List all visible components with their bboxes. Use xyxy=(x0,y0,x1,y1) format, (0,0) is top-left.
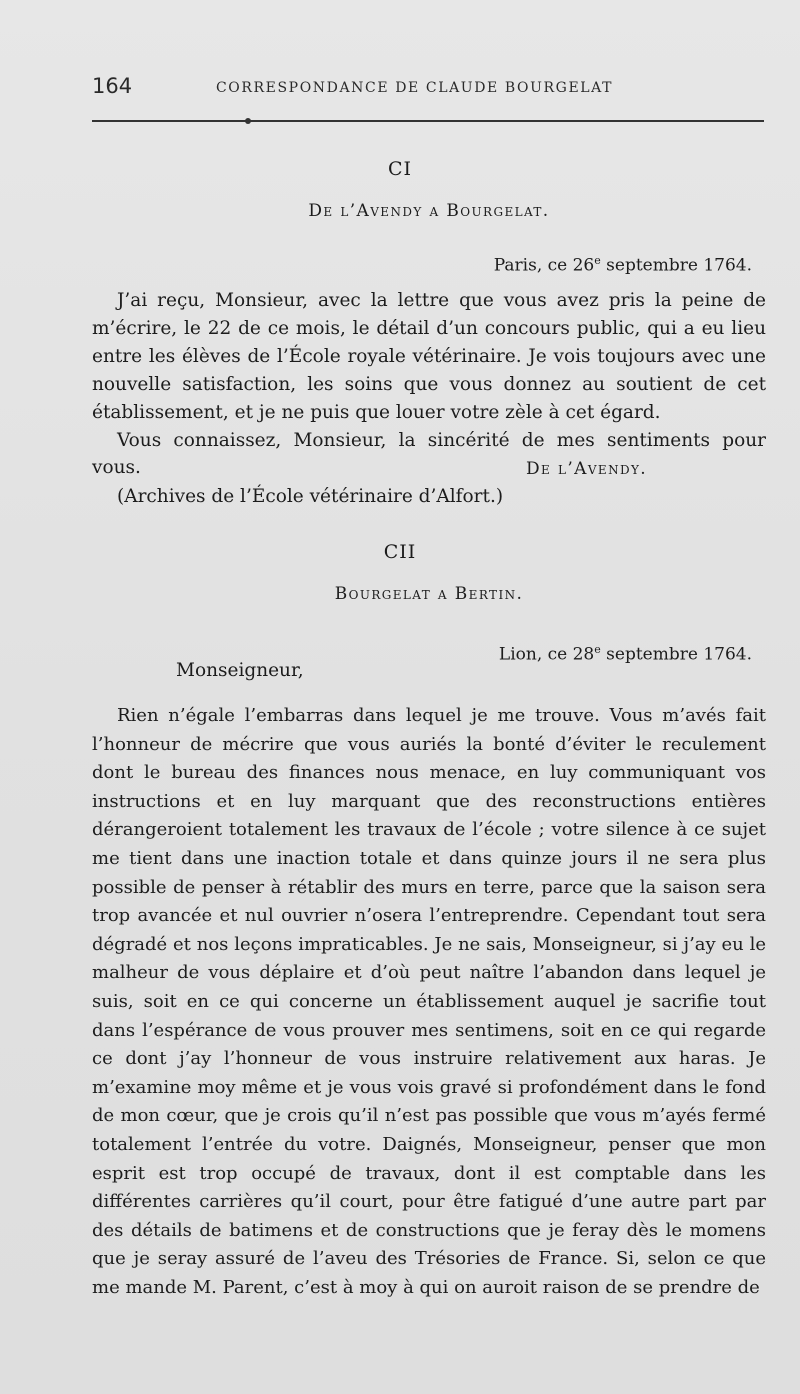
running-title: CORRESPONDANCE DE CLAUDE BOURGELAT xyxy=(216,80,614,96)
dateline-superscript: e xyxy=(594,254,601,267)
letter-cii-body xyxy=(92,702,766,1302)
letter-ci-address: De l’Avendy a Bourgelat. xyxy=(308,201,550,221)
letter-ci-paragraph: Vous connaissez, Monsieur, la sincérité de mes sentiments pour vous. xyxy=(92,429,766,479)
letter-cii-number: CII xyxy=(383,541,417,563)
dateline-superscript: e xyxy=(594,643,601,656)
page-number: 164 xyxy=(92,74,133,98)
letter-ci-source: (Archives de l’École vétérinaire d’Alfort.) xyxy=(117,486,504,507)
dateline-text-rest: septembre 1764. xyxy=(600,255,752,276)
letter-ci-dateline xyxy=(494,254,752,276)
letter-cii-dateline xyxy=(499,643,752,665)
letter-cii-salutation: Monseigneur, xyxy=(176,660,304,681)
header-rule xyxy=(92,120,764,122)
letter-cii-address: Bourgelat a Bertin. xyxy=(334,584,524,604)
letter-ci-number: CI xyxy=(387,158,413,180)
letter-ci-body xyxy=(92,287,766,482)
letter-ci-paragraph: J’ai reçu, Monsieur, avec la lettre que vous avez pris la peine de m’écrire, le 22 de ce mois, le détail d’un concours public, qui a eu lieu entre les élèves de l’École royale vétérinaire. Je vois toujours avec une nouvelle satisfaction, les soins que vous donnez au soutient de cet établissement, et je ne puis que louer votre zèle à cet égard. xyxy=(92,290,766,423)
letter-cii-paragraph: Rien n’égale l’embarras dans lequel je me trouve. Vous m’avés fait l’honneur de mécrire que vous auriés la bonté d’éviter le reculement dont le bureau des finances nous menace, en luy communiquant vos instructions et en luy marquant que des reconstructions entières dérangeroient totalement les travaux de l’école ; votre silence à ce sujet me tient dans une inaction totale et dans quinze jours il ne sera plus possible de penser à rétablir des murs en terre, parce que la saison sera trop avancée et nul ouvrier n’osera l’entreprendre. Cependant tout sera dégradé et nos leçons impraticables. Je ne sais, Monseigneur, si j’ay eu le malheur de vous déplaire et d’où peut naître l’abandon dans lequel je suis, soit en ce qui concerne un établissement auquel je sacrifie tout dans l’espérance de vous prouver mes sentimens, soit en ce qui regarde ce dont j’ay l’honneur de vous instruire relativement aux haras. Je m’examine moy même et je vous vois gravé si profondément dans le fond de mon cœur, que je crois qu’il n’est pas possible que vous m’ayés fermé totalement l’entrée du votre. Daignés, Monseigneur, penser que mon esprit est trop occupé de travaux, dont il est comptable dans les différentes carrières qu’il court, pour être fatigué d’une autre part par des détails de batimens et de constructions que je feray dès le momens que je seray assuré de l’aveu des Trésories de France. Si, selon ce que me mande M. Parent, c’est à moy à qui on auroit raison de se prendre de xyxy=(92,705,766,1298)
letter-ci-signature: De l’Avendy. xyxy=(526,459,648,479)
dateline-text-rest: septembre 1764. xyxy=(600,644,752,665)
dateline-text: Paris, ce 26 xyxy=(493,255,595,276)
dateline-text: Lion, ce 28 xyxy=(498,644,595,665)
header-rule-ornament xyxy=(245,118,251,124)
page-header xyxy=(92,74,764,104)
